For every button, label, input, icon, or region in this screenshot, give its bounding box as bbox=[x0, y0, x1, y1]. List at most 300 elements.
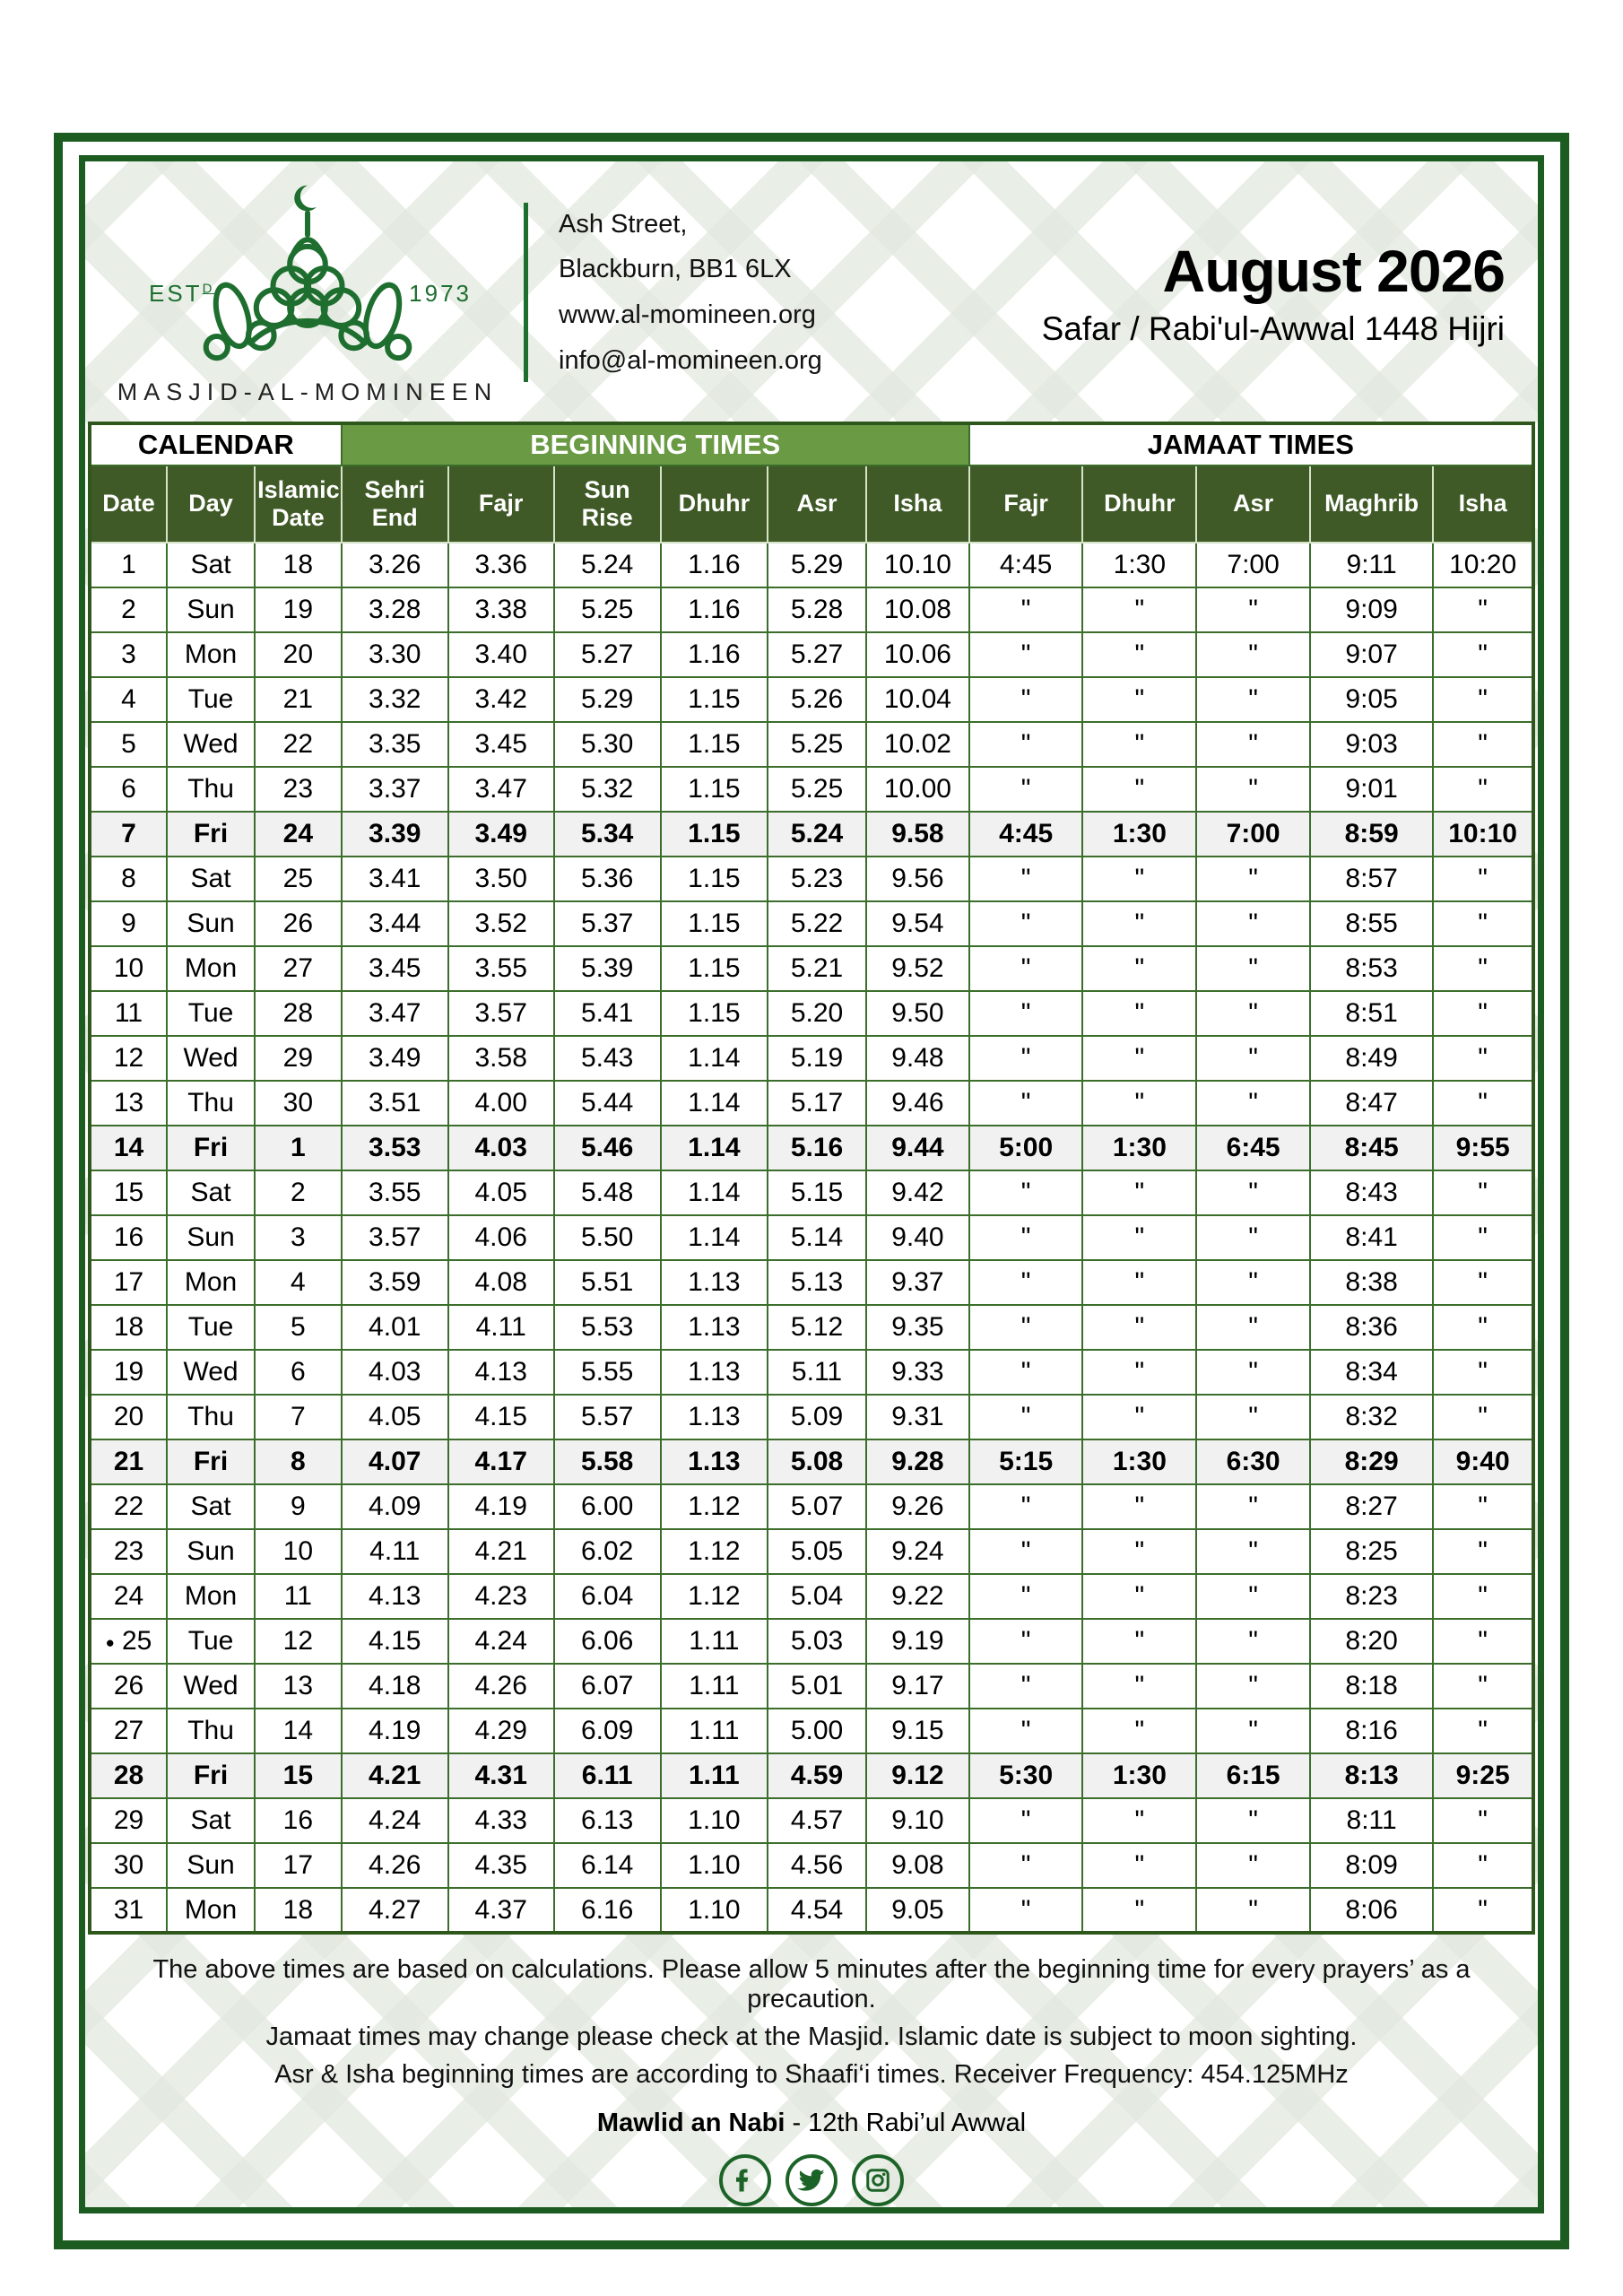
cell-isha: 9.08 bbox=[866, 1843, 969, 1888]
cell-jamaat-fajr: " bbox=[969, 946, 1083, 991]
cell-maghrib: 8:09 bbox=[1310, 1843, 1433, 1888]
table-row bbox=[90, 1843, 1533, 1888]
cell-sunrise: 5.24 bbox=[554, 543, 661, 587]
cell-islamic-date: 9 bbox=[255, 1484, 342, 1529]
cell-fajr: 4.29 bbox=[448, 1709, 554, 1753]
cell-jamaat-asr: " bbox=[1196, 1215, 1310, 1260]
facebook-icon[interactable] bbox=[719, 2154, 771, 2206]
cell-dhuhr: 1.13 bbox=[661, 1305, 768, 1350]
timetable-sheet bbox=[54, 133, 1569, 2249]
cell-fajr: 4.05 bbox=[448, 1170, 554, 1215]
cell-fajr: 4.35 bbox=[448, 1843, 554, 1888]
cell-jamaat-asr: " bbox=[1196, 1843, 1310, 1888]
table-row bbox=[90, 901, 1533, 946]
cell-jamaat-asr: " bbox=[1196, 722, 1310, 767]
cell-jamaat-dhuhr: " bbox=[1082, 1619, 1196, 1664]
table-row bbox=[90, 1036, 1533, 1081]
cell-date: 26 bbox=[90, 1664, 167, 1709]
new-moon-dot: ● bbox=[105, 1634, 115, 1651]
cell-jamaat-fajr: " bbox=[969, 1664, 1083, 1709]
cell-islamic-date: 29 bbox=[255, 1036, 342, 1081]
cell-isha: 10.08 bbox=[866, 587, 969, 632]
social-row bbox=[88, 2154, 1535, 2206]
cell-jamaat-dhuhr: " bbox=[1082, 767, 1196, 812]
cell-dhuhr: 1.11 bbox=[661, 1619, 768, 1664]
masthead bbox=[88, 161, 1535, 422]
cell-dhuhr: 1.12 bbox=[661, 1484, 768, 1529]
table-row bbox=[90, 722, 1533, 767]
cell-jamaat-asr: " bbox=[1196, 1170, 1310, 1215]
cell-jamaat-fajr: " bbox=[969, 1260, 1083, 1305]
cell-jamaat-dhuhr: " bbox=[1082, 1798, 1196, 1843]
cell-sehri-end: 3.30 bbox=[342, 632, 448, 677]
cell-asr: 5.13 bbox=[768, 1260, 866, 1305]
cell-isha: 9.42 bbox=[866, 1170, 969, 1215]
cell-islamic-date: 28 bbox=[255, 991, 342, 1036]
cell-jamaat-dhuhr: " bbox=[1082, 991, 1196, 1036]
cell-jamaat-fajr: 5:00 bbox=[969, 1126, 1083, 1170]
cell-jamaat-asr: " bbox=[1196, 677, 1310, 722]
cell-jamaat-dhuhr: " bbox=[1082, 1843, 1196, 1888]
cell-jamaat-isha: " bbox=[1433, 677, 1533, 722]
cell-islamic-date: 3 bbox=[255, 1215, 342, 1260]
table-row bbox=[90, 1081, 1533, 1126]
cell-date: 12 bbox=[90, 1036, 167, 1081]
cell-jamaat-dhuhr: " bbox=[1082, 587, 1196, 632]
cell-asr: 5.15 bbox=[768, 1170, 866, 1215]
cell-jamaat-isha: " bbox=[1433, 1709, 1533, 1753]
cell-maghrib: 8:38 bbox=[1310, 1260, 1433, 1305]
cell-islamic-date: 18 bbox=[255, 1888, 342, 1933]
table-row bbox=[90, 1215, 1533, 1260]
cell-date: 8 bbox=[90, 857, 167, 901]
cell-sehri-end: 4.03 bbox=[342, 1350, 448, 1395]
cell-sunrise: 5.43 bbox=[554, 1036, 661, 1081]
cell-dhuhr: 1.15 bbox=[661, 946, 768, 991]
cell-isha: 9.58 bbox=[866, 812, 969, 857]
cell-day: Wed bbox=[167, 1036, 255, 1081]
cell-jamaat-isha: " bbox=[1433, 1350, 1533, 1395]
cell-sehri-end: 3.32 bbox=[342, 677, 448, 722]
cell-date: 18 bbox=[90, 1305, 167, 1350]
band-calendar: CALENDAR bbox=[90, 423, 342, 465]
cell-dhuhr: 1.13 bbox=[661, 1260, 768, 1305]
cell-asr: 5.22 bbox=[768, 901, 866, 946]
cell-date: 31 bbox=[90, 1888, 167, 1933]
cell-isha: 10.10 bbox=[866, 543, 969, 587]
cell-jamaat-fajr: " bbox=[969, 767, 1083, 812]
cell-sunrise: 5.36 bbox=[554, 857, 661, 901]
cell-jamaat-dhuhr: " bbox=[1082, 632, 1196, 677]
cell-day: Tue bbox=[167, 1619, 255, 1664]
cell-isha: 9.28 bbox=[866, 1439, 969, 1484]
cell-jamaat-fajr: 5:30 bbox=[969, 1753, 1083, 1798]
twitter-icon[interactable] bbox=[785, 2154, 838, 2206]
cell-date: 15 bbox=[90, 1170, 167, 1215]
cell-jamaat-isha: " bbox=[1433, 1664, 1533, 1709]
col-isha: Isha bbox=[866, 465, 969, 543]
cell-isha: 9.56 bbox=[866, 857, 969, 901]
cell-jamaat-dhuhr: 1:30 bbox=[1082, 1126, 1196, 1170]
cell-jamaat-isha: 9:25 bbox=[1433, 1753, 1533, 1798]
cell-sunrise: 5.48 bbox=[554, 1170, 661, 1215]
table-row bbox=[90, 1753, 1533, 1798]
address-block bbox=[559, 202, 822, 384]
cell-jamaat-asr: " bbox=[1196, 1709, 1310, 1753]
instagram-icon[interactable] bbox=[852, 2154, 904, 2206]
cell-maghrib: 8:20 bbox=[1310, 1619, 1433, 1664]
cell-jamaat-dhuhr: " bbox=[1082, 1215, 1196, 1260]
cell-asr: 5.04 bbox=[768, 1574, 866, 1619]
table-row bbox=[90, 857, 1533, 901]
cell-date: 16 bbox=[90, 1215, 167, 1260]
table-row bbox=[90, 1305, 1533, 1350]
cell-sehri-end: 4.21 bbox=[342, 1753, 448, 1798]
cell-jamaat-asr: " bbox=[1196, 1260, 1310, 1305]
cell-day: Mon bbox=[167, 1260, 255, 1305]
cell-fajr: 3.45 bbox=[448, 722, 554, 767]
cell-sehri-end: 4.09 bbox=[342, 1484, 448, 1529]
cell-jamaat-fajr: " bbox=[969, 587, 1083, 632]
cell-asr: 5.26 bbox=[768, 677, 866, 722]
address-line: Blackburn, BB1 6LX bbox=[559, 255, 792, 284]
cell-isha: 9.54 bbox=[866, 901, 969, 946]
cell-asr: 5.03 bbox=[768, 1619, 866, 1664]
cell-dhuhr: 1.10 bbox=[661, 1888, 768, 1933]
cell-jamaat-asr: " bbox=[1196, 767, 1310, 812]
cell-sehri-end: 4.11 bbox=[342, 1529, 448, 1574]
cell-fajr: 3.55 bbox=[448, 946, 554, 991]
footer-notes bbox=[88, 1947, 1535, 2098]
cell-maghrib: 8:41 bbox=[1310, 1215, 1433, 1260]
cell-jamaat-fajr: " bbox=[969, 722, 1083, 767]
cell-fajr: 4.06 bbox=[448, 1215, 554, 1260]
col-maghrib: Maghrib bbox=[1310, 465, 1433, 543]
cell-day: Thu bbox=[167, 1395, 255, 1439]
cell-date: 17 bbox=[90, 1260, 167, 1305]
cell-jamaat-asr: " bbox=[1196, 1484, 1310, 1529]
cell-sehri-end: 3.44 bbox=[342, 901, 448, 946]
cell-asr: 5.24 bbox=[768, 812, 866, 857]
cell-isha: 9.48 bbox=[866, 1036, 969, 1081]
cell-day: Sat bbox=[167, 1798, 255, 1843]
cell-jamaat-asr: " bbox=[1196, 1081, 1310, 1126]
cell-jamaat-asr: " bbox=[1196, 1395, 1310, 1439]
cell-sunrise: 6.13 bbox=[554, 1798, 661, 1843]
cell-day: Tue bbox=[167, 991, 255, 1036]
col-jamaat-asr: Asr bbox=[1196, 465, 1310, 543]
cell-maghrib: 8:47 bbox=[1310, 1081, 1433, 1126]
cell-day: Fri bbox=[167, 812, 255, 857]
cell-day: Wed bbox=[167, 1350, 255, 1395]
cell-jamaat-isha: " bbox=[1433, 632, 1533, 677]
cell-jamaat-dhuhr: " bbox=[1082, 1305, 1196, 1350]
cell-day: Mon bbox=[167, 1574, 255, 1619]
table-row bbox=[90, 1798, 1533, 1843]
cell-maghrib: 8:51 bbox=[1310, 991, 1433, 1036]
cell-sehri-end: 3.39 bbox=[342, 812, 448, 857]
cell-jamaat-dhuhr: 1:30 bbox=[1082, 543, 1196, 587]
cell-jamaat-asr: " bbox=[1196, 901, 1310, 946]
cell-jamaat-dhuhr: " bbox=[1082, 1574, 1196, 1619]
cell-jamaat-isha: " bbox=[1433, 991, 1533, 1036]
cell-jamaat-asr: " bbox=[1196, 1350, 1310, 1395]
cell-fajr: 3.57 bbox=[448, 991, 554, 1036]
cell-day: Wed bbox=[167, 722, 255, 767]
cell-jamaat-dhuhr: " bbox=[1082, 1484, 1196, 1529]
cell-fajr: 3.58 bbox=[448, 1036, 554, 1081]
cell-sehri-end: 3.59 bbox=[342, 1260, 448, 1305]
cell-sunrise: 5.50 bbox=[554, 1215, 661, 1260]
cell-fajr: 3.38 bbox=[448, 587, 554, 632]
cell-fajr: 4.11 bbox=[448, 1305, 554, 1350]
cell-dhuhr: 1.10 bbox=[661, 1798, 768, 1843]
cell-sunrise: 5.51 bbox=[554, 1260, 661, 1305]
cell-jamaat-fajr: " bbox=[969, 1036, 1083, 1081]
cell-islamic-date: 14 bbox=[255, 1709, 342, 1753]
cell-isha: 10.02 bbox=[866, 722, 969, 767]
cell-islamic-date: 10 bbox=[255, 1529, 342, 1574]
cell-isha: 9.26 bbox=[866, 1484, 969, 1529]
cell-fajr: 4.17 bbox=[448, 1439, 554, 1484]
cell-date: 10 bbox=[90, 946, 167, 991]
cell-isha: 9.37 bbox=[866, 1260, 969, 1305]
prayer-timetable bbox=[88, 422, 1535, 1935]
cell-dhuhr: 1.11 bbox=[661, 1709, 768, 1753]
cell-dhuhr: 1.14 bbox=[661, 1126, 768, 1170]
cell-dhuhr: 1.14 bbox=[661, 1036, 768, 1081]
cell-maghrib: 8:59 bbox=[1310, 812, 1433, 857]
cell-sehri-end: 3.41 bbox=[342, 857, 448, 901]
table-row bbox=[90, 812, 1533, 857]
cell-maghrib: 8:49 bbox=[1310, 1036, 1433, 1081]
timetable-group-row bbox=[90, 423, 1533, 465]
cell-sunrise: 5.57 bbox=[554, 1395, 661, 1439]
cell-islamic-date: 6 bbox=[255, 1350, 342, 1395]
cell-asr: 5.27 bbox=[768, 632, 866, 677]
cell-jamaat-dhuhr: 1:30 bbox=[1082, 812, 1196, 857]
cell-islamic-date: 23 bbox=[255, 767, 342, 812]
cell-jamaat-isha: " bbox=[1433, 1619, 1533, 1664]
cell-islamic-date: 25 bbox=[255, 857, 342, 901]
cell-isha: 9.33 bbox=[866, 1350, 969, 1395]
cell-jamaat-fajr: " bbox=[969, 991, 1083, 1036]
cell-sunrise: 5.41 bbox=[554, 991, 661, 1036]
cell-sunrise: 6.04 bbox=[554, 1574, 661, 1619]
cell-asr: 5.14 bbox=[768, 1215, 866, 1260]
cell-fajr: 4.31 bbox=[448, 1753, 554, 1798]
cell-sehri-end: 3.35 bbox=[342, 722, 448, 767]
cell-asr: 4.56 bbox=[768, 1843, 866, 1888]
cell-jamaat-dhuhr: " bbox=[1082, 1036, 1196, 1081]
cell-jamaat-isha: " bbox=[1433, 1036, 1533, 1081]
cell-jamaat-fajr: " bbox=[969, 1709, 1083, 1753]
cell-jamaat-isha: 9:40 bbox=[1433, 1439, 1533, 1484]
cell-date: 30 bbox=[90, 1843, 167, 1888]
cell-jamaat-isha: 10:20 bbox=[1433, 543, 1533, 587]
cell-dhuhr: 1.11 bbox=[661, 1664, 768, 1709]
cell-asr: 5.29 bbox=[768, 543, 866, 587]
cell-jamaat-dhuhr: " bbox=[1082, 857, 1196, 901]
cell-jamaat-dhuhr: " bbox=[1082, 1350, 1196, 1395]
cell-islamic-date: 1 bbox=[255, 1126, 342, 1170]
cell-jamaat-dhuhr: " bbox=[1082, 1709, 1196, 1753]
hijri-subtitle: Safar / Rabi'ul-Awwal 1448 Hijri bbox=[1041, 310, 1505, 347]
cell-isha: 9.50 bbox=[866, 991, 969, 1036]
title-block bbox=[1042, 237, 1512, 348]
table-row bbox=[90, 1484, 1533, 1529]
cell-jamaat-dhuhr: " bbox=[1082, 677, 1196, 722]
table-row bbox=[90, 1260, 1533, 1305]
cell-dhuhr: 1.15 bbox=[661, 677, 768, 722]
cell-asr: 5.11 bbox=[768, 1350, 866, 1395]
table-row bbox=[90, 1619, 1533, 1664]
cell-date: 3 bbox=[90, 632, 167, 677]
cell-sunrise: 6.16 bbox=[554, 1888, 661, 1933]
cell-jamaat-fajr: " bbox=[969, 857, 1083, 901]
cell-maghrib: 8:13 bbox=[1310, 1753, 1433, 1798]
cell-date: 4 bbox=[90, 677, 167, 722]
cell-sunrise: 5.39 bbox=[554, 946, 661, 991]
cell-asr: 5.16 bbox=[768, 1126, 866, 1170]
cell-jamaat-fajr: " bbox=[969, 1574, 1083, 1619]
cell-asr: 5.28 bbox=[768, 587, 866, 632]
timetable-header-row bbox=[90, 465, 1533, 543]
cell-sunrise: 5.32 bbox=[554, 767, 661, 812]
col-jamaat-fajr: Fajr bbox=[969, 465, 1083, 543]
cell-dhuhr: 1.13 bbox=[661, 1395, 768, 1439]
cell-maghrib: 8:32 bbox=[1310, 1395, 1433, 1439]
cell-sunrise: 6.07 bbox=[554, 1664, 661, 1709]
cell-sunrise: 5.55 bbox=[554, 1350, 661, 1395]
cell-date: 7 bbox=[90, 812, 167, 857]
cell-fajr: 4.03 bbox=[448, 1126, 554, 1170]
cell-date: 1 bbox=[90, 543, 167, 587]
cell-jamaat-fajr: " bbox=[969, 1395, 1083, 1439]
cell-asr: 5.07 bbox=[768, 1484, 866, 1529]
cell-jamaat-asr: " bbox=[1196, 1888, 1310, 1933]
cell-isha: 9.35 bbox=[866, 1305, 969, 1350]
cell-jamaat-dhuhr: " bbox=[1082, 946, 1196, 991]
cell-sehri-end: 4.13 bbox=[342, 1574, 448, 1619]
cell-islamic-date: 21 bbox=[255, 677, 342, 722]
cell-sehri-end: 3.49 bbox=[342, 1036, 448, 1081]
cell-jamaat-fajr: " bbox=[969, 1619, 1083, 1664]
table-row bbox=[90, 1709, 1533, 1753]
cell-sunrise: 5.46 bbox=[554, 1126, 661, 1170]
cell-sehri-end: 3.26 bbox=[342, 543, 448, 587]
cell-jamaat-fajr: " bbox=[969, 1888, 1083, 1933]
cell-sunrise: 6.00 bbox=[554, 1484, 661, 1529]
table-row bbox=[90, 1350, 1533, 1395]
cell-sehri-end: 4.26 bbox=[342, 1843, 448, 1888]
cell-islamic-date: 24 bbox=[255, 812, 342, 857]
cell-jamaat-isha: " bbox=[1433, 901, 1533, 946]
cell-sehri-end: 4.24 bbox=[342, 1798, 448, 1843]
cell-sehri-end: 3.45 bbox=[342, 946, 448, 991]
cell-date: 5 bbox=[90, 722, 167, 767]
cell-jamaat-isha: " bbox=[1433, 1798, 1533, 1843]
cell-jamaat-fajr: 5:15 bbox=[969, 1439, 1083, 1484]
cell-sunrise: 5.25 bbox=[554, 587, 661, 632]
cell-sunrise: 6.09 bbox=[554, 1709, 661, 1753]
cell-jamaat-dhuhr: " bbox=[1082, 1664, 1196, 1709]
cell-jamaat-isha: " bbox=[1433, 1843, 1533, 1888]
cell-jamaat-isha: " bbox=[1433, 1260, 1533, 1305]
cell-day: Tue bbox=[167, 1305, 255, 1350]
cell-asr: 5.23 bbox=[768, 857, 866, 901]
cell-dhuhr: 1.14 bbox=[661, 1081, 768, 1126]
cell-maghrib: 8:36 bbox=[1310, 1305, 1433, 1350]
cell-day: Thu bbox=[167, 767, 255, 812]
cell-asr: 4.57 bbox=[768, 1798, 866, 1843]
cell-isha: 9.46 bbox=[866, 1081, 969, 1126]
cell-fajr: 3.40 bbox=[448, 632, 554, 677]
cell-jamaat-dhuhr: " bbox=[1082, 1260, 1196, 1305]
cell-dhuhr: 1.13 bbox=[661, 1439, 768, 1484]
cell-dhuhr: 1.14 bbox=[661, 1215, 768, 1260]
cell-fajr: 4.33 bbox=[448, 1798, 554, 1843]
cell-jamaat-dhuhr: " bbox=[1082, 722, 1196, 767]
cell-fajr: 3.49 bbox=[448, 812, 554, 857]
cell-jamaat-fajr: " bbox=[969, 1215, 1083, 1260]
cell-islamic-date: 16 bbox=[255, 1798, 342, 1843]
cell-day: Sat bbox=[167, 857, 255, 901]
cell-maghrib: 9:03 bbox=[1310, 722, 1433, 767]
footer-note: The above times are based on calculations. Please allow 5 minutes after the beginning time for every prayers’ as a precaution. bbox=[152, 1955, 1471, 2013]
cell-isha: 9.19 bbox=[866, 1619, 969, 1664]
cell-jamaat-fajr: " bbox=[969, 1798, 1083, 1843]
col-date: Date bbox=[90, 465, 167, 543]
cell-maghrib: 8:27 bbox=[1310, 1484, 1433, 1529]
cell-fajr: 3.50 bbox=[448, 857, 554, 901]
cell-islamic-date: 22 bbox=[255, 722, 342, 767]
cell-day: Thu bbox=[167, 1709, 255, 1753]
cell-jamaat-asr: " bbox=[1196, 1574, 1310, 1619]
cell-dhuhr: 1.11 bbox=[661, 1753, 768, 1798]
table-row bbox=[90, 1439, 1533, 1484]
cell-islamic-date: 5 bbox=[255, 1305, 342, 1350]
cell-dhuhr: 1.15 bbox=[661, 722, 768, 767]
cell-dhuhr: 1.16 bbox=[661, 632, 768, 677]
cell-jamaat-isha: " bbox=[1433, 1305, 1533, 1350]
col-sehri-end: Sehri End bbox=[342, 465, 448, 543]
cell-isha: 9.10 bbox=[866, 1798, 969, 1843]
cell-jamaat-dhuhr: 1:30 bbox=[1082, 1439, 1196, 1484]
cell-day: Mon bbox=[167, 632, 255, 677]
table-row bbox=[90, 946, 1533, 991]
cell-maghrib: 9:05 bbox=[1310, 677, 1433, 722]
table-row bbox=[90, 1574, 1533, 1619]
cell-islamic-date: 12 bbox=[255, 1619, 342, 1664]
cell-asr: 5.21 bbox=[768, 946, 866, 991]
cell-maghrib: 8:06 bbox=[1310, 1888, 1433, 1933]
cell-dhuhr: 1.15 bbox=[661, 767, 768, 812]
cell-day: Sun bbox=[167, 901, 255, 946]
cell-date: 24 bbox=[90, 1574, 167, 1619]
cell-jamaat-dhuhr: 1:30 bbox=[1082, 1753, 1196, 1798]
cell-sunrise: 5.44 bbox=[554, 1081, 661, 1126]
cell-date: ● 25 bbox=[90, 1619, 167, 1664]
cell-isha: 9.15 bbox=[866, 1709, 969, 1753]
cell-maghrib: 8:43 bbox=[1310, 1170, 1433, 1215]
cell-jamaat-asr: " bbox=[1196, 1664, 1310, 1709]
cell-jamaat-isha: " bbox=[1433, 1081, 1533, 1126]
cell-fajr: 3.42 bbox=[448, 677, 554, 722]
cell-sehri-end: 3.47 bbox=[342, 991, 448, 1036]
cell-islamic-date: 19 bbox=[255, 587, 342, 632]
cell-day: Mon bbox=[167, 1888, 255, 1933]
